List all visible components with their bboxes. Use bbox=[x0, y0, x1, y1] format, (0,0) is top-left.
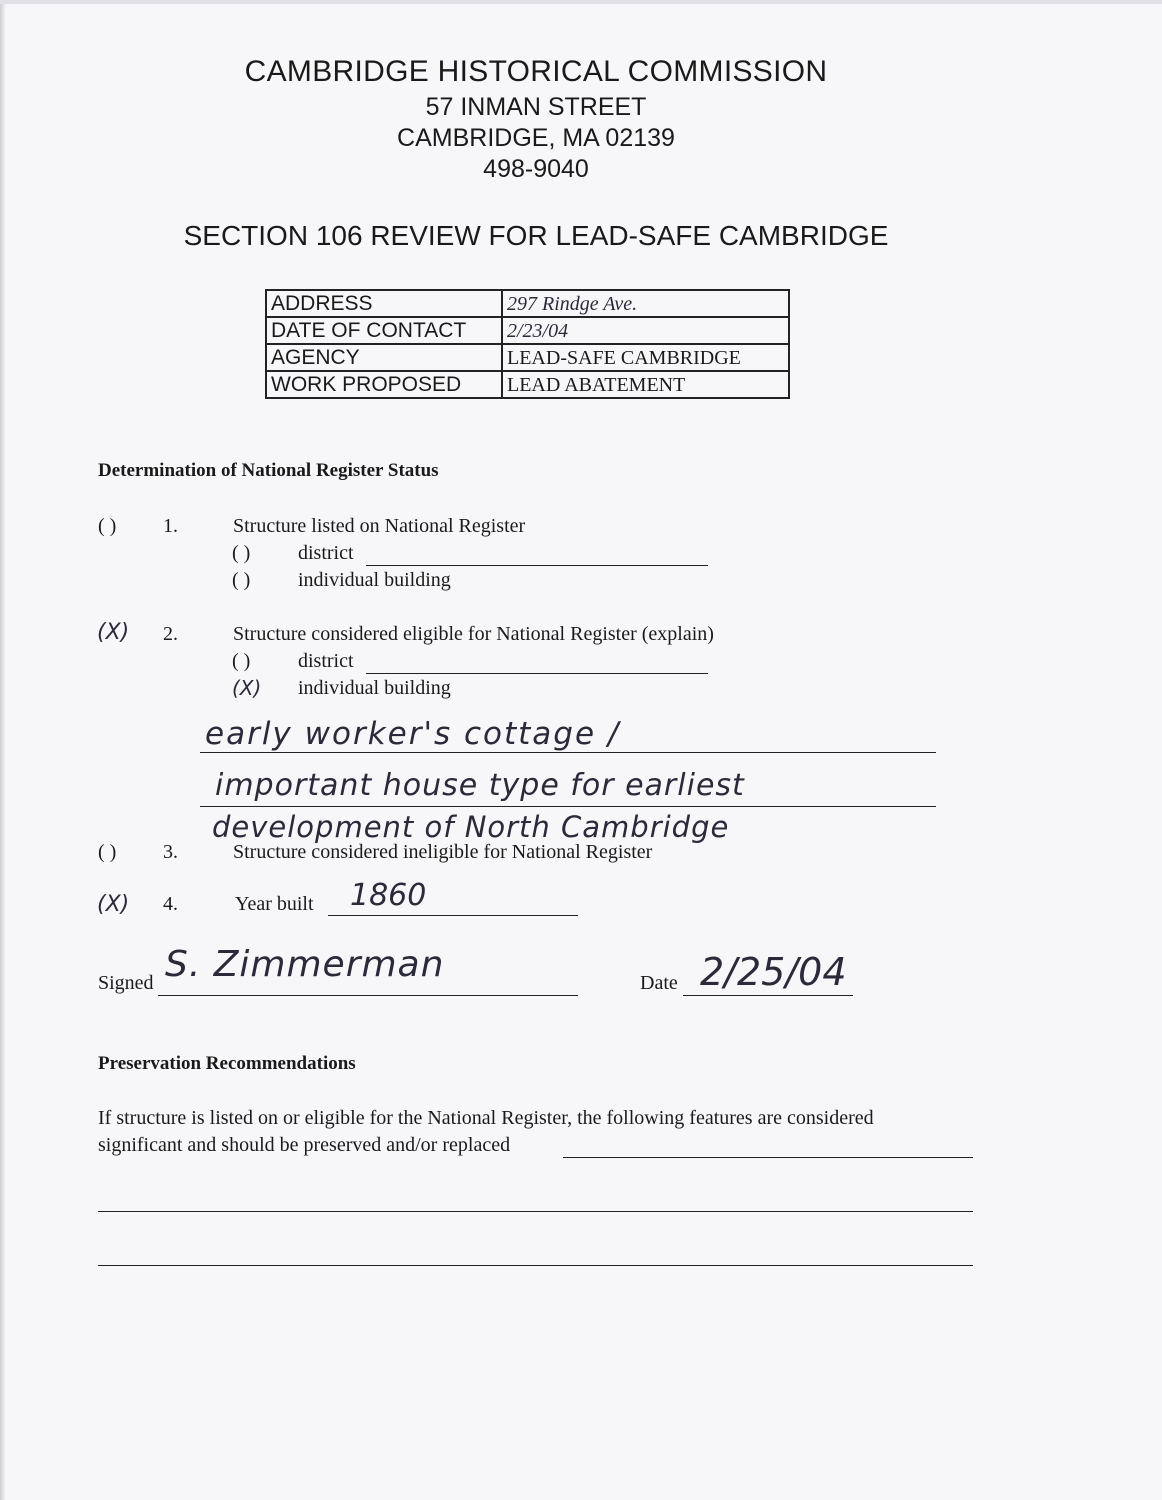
item1-text: Structure listed on National Register bbox=[233, 515, 526, 537]
preservation-line-2 bbox=[98, 1211, 973, 1212]
item2-checkbox: (X) bbox=[97, 620, 130, 645]
work-proposed-value: LEAD ABATEMENT bbox=[502, 371, 789, 398]
item3-checkbox: ( ) bbox=[98, 841, 117, 863]
year-built-label: Year built bbox=[235, 893, 314, 915]
agency-label: AGENCY bbox=[266, 344, 502, 371]
item1-number: 1. bbox=[163, 515, 178, 537]
table-row bbox=[266, 371, 789, 398]
preservation-heading: Preservation Recommendations bbox=[98, 1053, 356, 1074]
year-built-value: 1860 bbox=[350, 878, 427, 913]
org-name: CAMBRIDGE HISTORICAL COMMISSION bbox=[244, 55, 828, 88]
form-title: SECTION 106 REVIEW FOR LEAD-SAFE CAMBRIDGE bbox=[183, 220, 889, 251]
item2-district-checkbox: ( ) bbox=[232, 650, 251, 672]
item2-individual-checkbox: (X) bbox=[232, 676, 262, 700]
date-of-contact-label: DATE OF CONTACT bbox=[266, 317, 502, 344]
signature: S. Zimmerman bbox=[165, 944, 445, 985]
preservation-line-3 bbox=[98, 1265, 973, 1266]
item1-individual-checkbox: ( ) bbox=[232, 569, 251, 591]
item2-number: 2. bbox=[163, 623, 178, 645]
item2-individual-label: individual building bbox=[298, 677, 451, 699]
date-value: 2/25/04 bbox=[700, 950, 847, 994]
item2-text: Structure considered eligible for National Register (explain) bbox=[233, 623, 714, 645]
explanation-line-1: early worker's cottage / bbox=[205, 716, 621, 752]
explanation-line-3: development of North Cambridge bbox=[212, 810, 730, 844]
preservation-text-2: significant and should be preserved and/or replaced bbox=[98, 1134, 511, 1156]
work-proposed-label: WORK PROPOSED bbox=[266, 371, 502, 398]
signed-label: Signed bbox=[98, 972, 154, 994]
preservation-text-1: If structure is listed on or eligible for the National Register, the following features are considered bbox=[98, 1107, 874, 1129]
item2-district-label: district bbox=[298, 650, 354, 672]
address-label: ADDRESS bbox=[266, 290, 502, 317]
item1-district-checkbox: ( ) bbox=[232, 542, 251, 564]
table-row bbox=[266, 290, 789, 317]
item1-district-line bbox=[366, 565, 708, 566]
date-of-contact-value: 2/23/04 bbox=[502, 317, 789, 344]
item1-checkbox: ( ) bbox=[98, 515, 117, 537]
determination-heading: Determination of National Register Status bbox=[98, 460, 439, 481]
item4-number: 4. bbox=[163, 893, 178, 915]
org-phone: 498-9040 bbox=[483, 155, 589, 183]
item3-number: 3. bbox=[163, 841, 178, 863]
address-value: 297 Rindge Ave. bbox=[502, 290, 789, 317]
item4-checkbox: (X) bbox=[97, 892, 130, 917]
signed-line bbox=[158, 995, 578, 996]
explain-line-1 bbox=[200, 752, 936, 753]
date-line bbox=[683, 995, 853, 996]
org-city: CAMBRIDGE, MA 02139 bbox=[397, 124, 675, 152]
item2-district-line bbox=[366, 673, 708, 674]
item1-district-label: district bbox=[298, 542, 354, 564]
table-row bbox=[266, 344, 789, 371]
org-street: 57 INMAN STREET bbox=[425, 93, 647, 121]
info-table bbox=[265, 289, 790, 399]
item1-individual-label: individual building bbox=[298, 569, 451, 591]
year-built-line bbox=[328, 915, 578, 916]
preservation-line-1 bbox=[563, 1157, 973, 1158]
scan-edge-top bbox=[0, 0, 1162, 4]
date-label: Date bbox=[640, 972, 678, 994]
table-row bbox=[266, 317, 789, 344]
explanation-line-2: important house type for earliest bbox=[215, 768, 745, 803]
explain-line-2 bbox=[200, 806, 936, 807]
agency-value: LEAD-SAFE CAMBRIDGE bbox=[502, 344, 789, 371]
item3-text: Structure considered ineligible for National Register bbox=[233, 841, 653, 863]
